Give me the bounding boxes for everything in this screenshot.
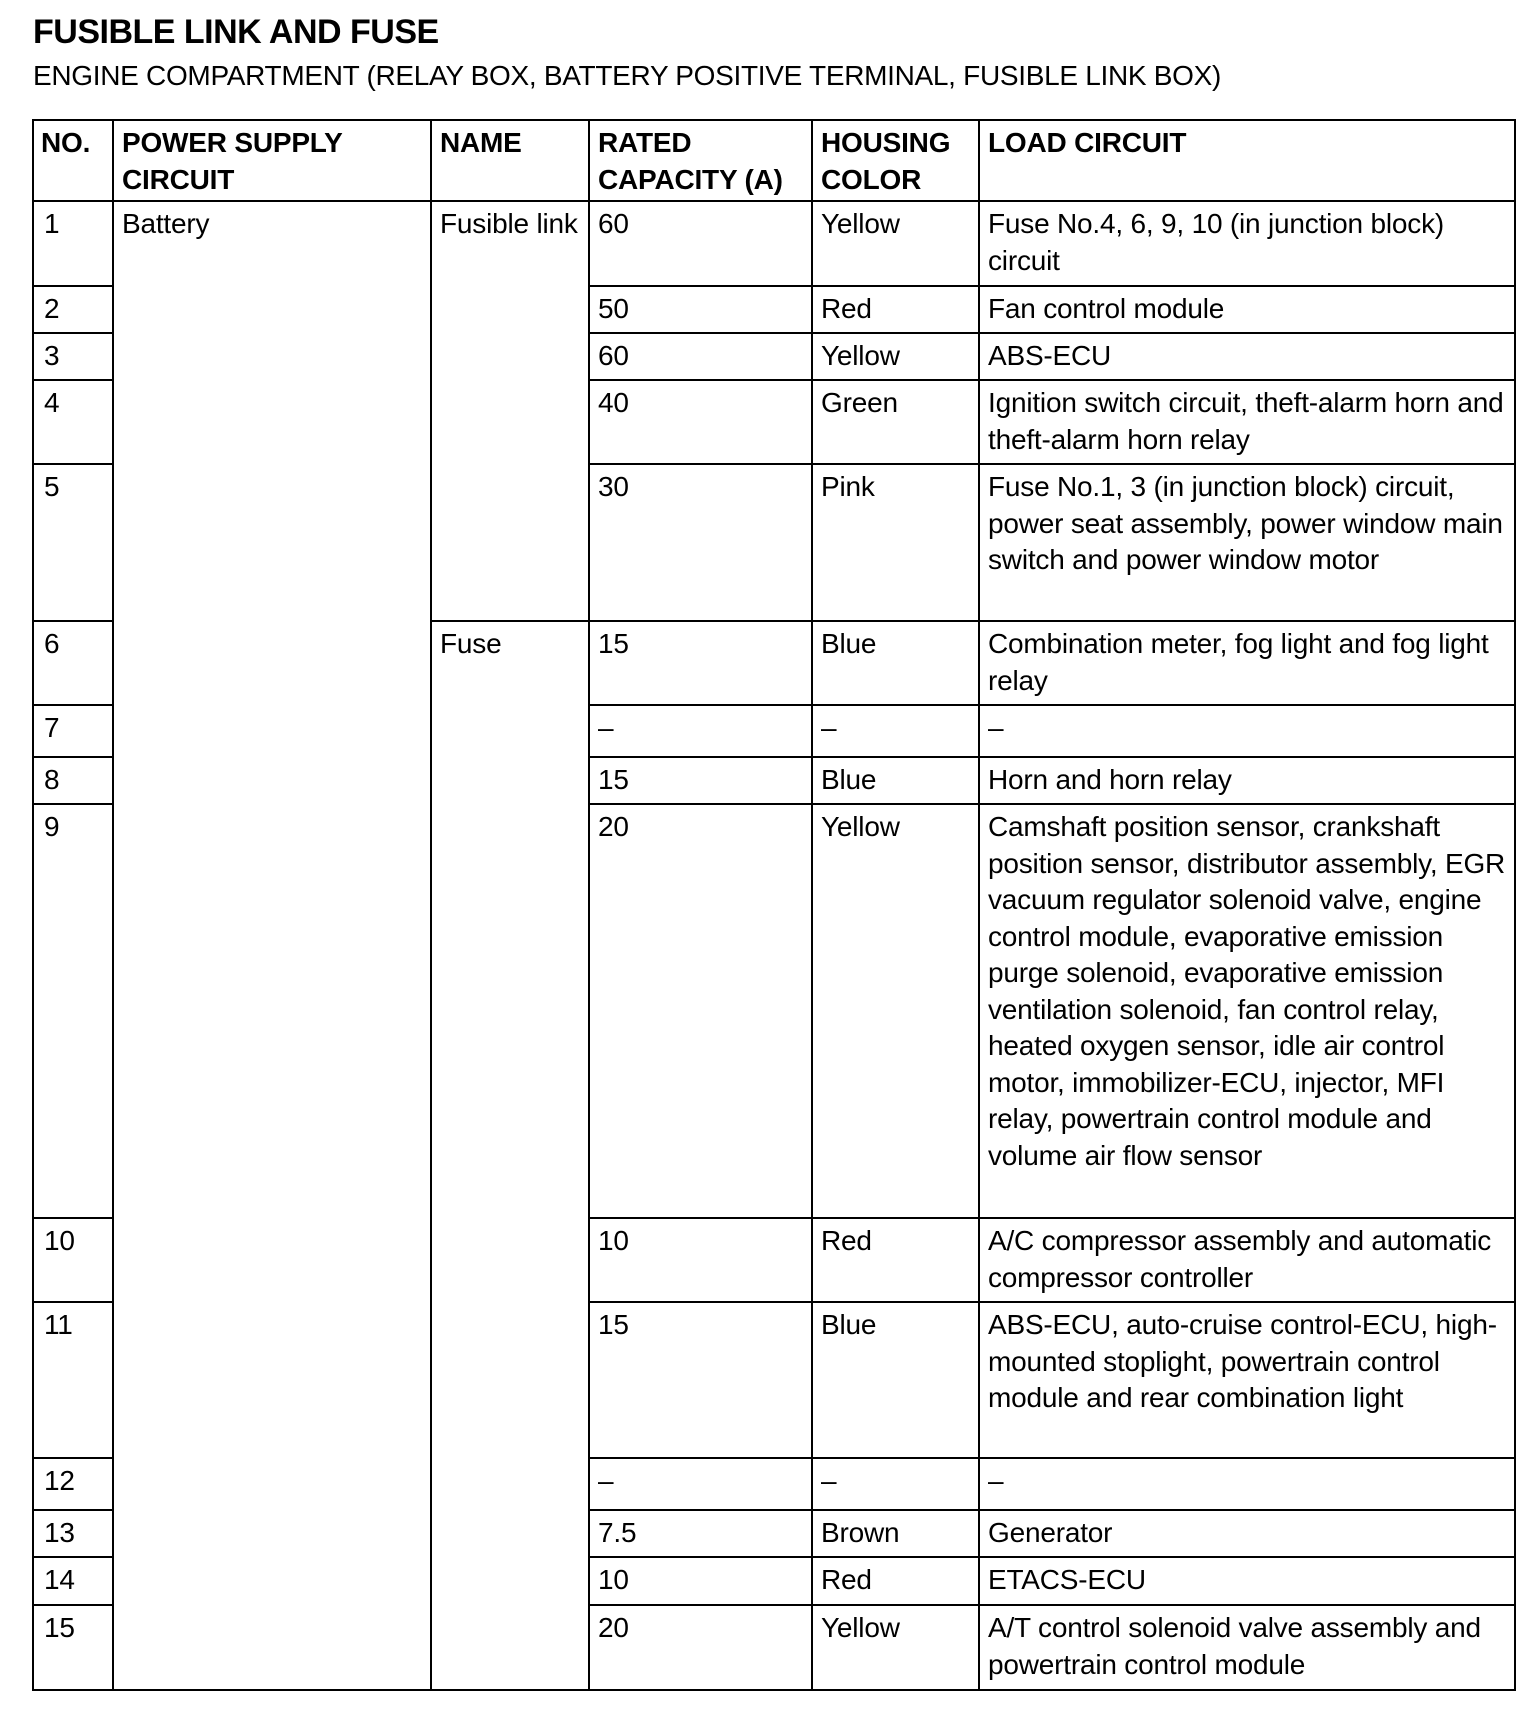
cell-rated-capacity: 40 bbox=[589, 380, 812, 464]
cell-no: 11 bbox=[33, 1302, 113, 1458]
cell-housing-color: Yellow bbox=[812, 1605, 979, 1690]
cell-rated-capacity: 10 bbox=[589, 1218, 812, 1302]
cell-load-circuit: Combination meter, fog light and fog light relay bbox=[979, 621, 1515, 705]
cell-no: 15 bbox=[33, 1605, 113, 1690]
cell-housing-color: Yellow bbox=[812, 201, 979, 286]
cell-no: 3 bbox=[33, 333, 113, 380]
cell-rated-capacity: 60 bbox=[589, 201, 812, 286]
cell-load-circuit: ABS-ECU bbox=[979, 333, 1515, 380]
header-power-supply-circuit: POWER SUPPLY CIRCUIT bbox=[113, 120, 431, 201]
cell-no: 7 bbox=[33, 705, 113, 757]
table-row bbox=[33, 201, 1515, 286]
cell-load-circuit: ABS-ECU, auto-cruise control-ECU, high-mounted stoplight, powertrain control module and rear combination light bbox=[979, 1302, 1515, 1458]
cell-housing-color: – bbox=[812, 705, 979, 757]
cell-no: 9 bbox=[33, 804, 113, 1218]
cell-load-circuit: Camshaft position sensor, crankshaft position sensor, distributor assembly, EGR vacuum regulator solenoid valve, engine control module, evaporative emission purge solenoid, evaporative emission ventilation solenoid, fan control relay, heated oxygen sensor, idle air control motor, immobilizer-ECU, injector, MFI relay, powertrain control module and volume air flow sensor bbox=[979, 804, 1515, 1218]
cell-load-circuit: ETACS-ECU bbox=[979, 1557, 1515, 1605]
cell-rated-capacity: 50 bbox=[589, 286, 812, 333]
table-header-row bbox=[33, 120, 1515, 201]
cell-no: 6 bbox=[33, 621, 113, 705]
cell-housing-color: Yellow bbox=[812, 333, 979, 380]
cell-no: 1 bbox=[33, 201, 113, 286]
cell-housing-color: Blue bbox=[812, 621, 979, 705]
cell-rated-capacity: 15 bbox=[589, 621, 812, 705]
cell-name-fuse: Fuse bbox=[431, 621, 589, 1690]
document-title: FUSIBLE LINK AND FUSE bbox=[33, 13, 439, 51]
cell-no: 8 bbox=[33, 757, 113, 804]
cell-no: 4 bbox=[33, 380, 113, 464]
cell-load-circuit: Generator bbox=[979, 1510, 1515, 1557]
cell-rated-capacity: – bbox=[589, 1458, 812, 1510]
cell-load-circuit: Horn and horn relay bbox=[979, 757, 1515, 804]
cell-name-fusible-link: Fusible link bbox=[431, 201, 589, 621]
cell-no: 2 bbox=[33, 286, 113, 333]
header-housing-color: HOUSING COLOR bbox=[812, 120, 979, 201]
cell-no: 13 bbox=[33, 1510, 113, 1557]
cell-rated-capacity: 10 bbox=[589, 1557, 812, 1605]
cell-housing-color: Red bbox=[812, 1218, 979, 1302]
cell-no: 14 bbox=[33, 1557, 113, 1605]
cell-no: 12 bbox=[33, 1458, 113, 1510]
header-rated-capacity: RATED CAPACITY (A) bbox=[589, 120, 812, 201]
header-load-circuit: LOAD CIRCUIT bbox=[979, 120, 1515, 201]
cell-rated-capacity: 15 bbox=[589, 1302, 812, 1458]
cell-rated-capacity: 20 bbox=[589, 1605, 812, 1690]
cell-power-supply-circuit: Battery bbox=[113, 201, 431, 1690]
cell-load-circuit: Fan control module bbox=[979, 286, 1515, 333]
cell-housing-color: Red bbox=[812, 286, 979, 333]
cell-rated-capacity: 60 bbox=[589, 333, 812, 380]
cell-load-circuit: – bbox=[979, 705, 1515, 757]
cell-housing-color: Brown bbox=[812, 1510, 979, 1557]
cell-load-circuit: Fuse No.1, 3 (in junction block) circuit, power seat assembly, power window main switch and power window motor bbox=[979, 464, 1515, 621]
cell-housing-color: Blue bbox=[812, 757, 979, 804]
header-name: NAME bbox=[431, 120, 589, 201]
cell-load-circuit: A/T control solenoid valve assembly and powertrain control module bbox=[979, 1605, 1515, 1690]
cell-load-circuit: Fuse No.4, 6, 9, 10 (in junction block) circuit bbox=[979, 201, 1515, 286]
cell-housing-color: Green bbox=[812, 380, 979, 464]
cell-housing-color: Pink bbox=[812, 464, 979, 621]
cell-rated-capacity: – bbox=[589, 705, 812, 757]
cell-rated-capacity: 20 bbox=[589, 804, 812, 1218]
cell-housing-color: Blue bbox=[812, 1302, 979, 1458]
cell-no: 10 bbox=[33, 1218, 113, 1302]
cell-housing-color: – bbox=[812, 1458, 979, 1510]
cell-housing-color: Red bbox=[812, 1557, 979, 1605]
cell-no: 5 bbox=[33, 464, 113, 621]
cell-load-circuit: Ignition switch circuit, theft-alarm horn and theft-alarm horn relay bbox=[979, 380, 1515, 464]
cell-load-circuit: – bbox=[979, 1458, 1515, 1510]
header-no: NO. bbox=[33, 120, 113, 201]
cell-rated-capacity: 15 bbox=[589, 757, 812, 804]
table-body bbox=[33, 201, 1515, 1690]
document-subtitle: ENGINE COMPARTMENT (RELAY BOX, BATTERY POSITIVE TERMINAL, FUSIBLE LINK BOX) bbox=[33, 60, 1222, 91]
cell-load-circuit: A/C compressor assembly and automatic compressor controller bbox=[979, 1218, 1515, 1302]
fusible-link-fuse-table bbox=[32, 119, 1516, 1691]
cell-housing-color: Yellow bbox=[812, 804, 979, 1218]
cell-rated-capacity: 30 bbox=[589, 464, 812, 621]
cell-rated-capacity: 7.5 bbox=[589, 1510, 812, 1557]
